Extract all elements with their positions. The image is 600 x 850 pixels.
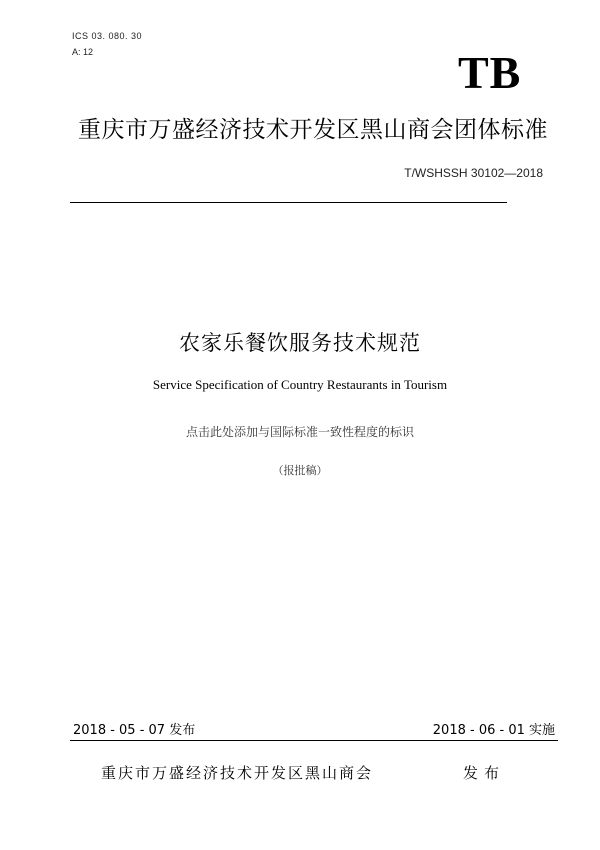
standard-number: T/WSHSSH 30102—2018	[404, 166, 543, 180]
draft-status-note: （报批稿）	[272, 464, 328, 477]
consistency-note: 点击此处添加与国际标准一致性程度的标识	[185, 425, 414, 439]
publisher-name: 重庆市万盛经济技术开发区黑山商会	[101, 764, 374, 782]
bottom-divider	[70, 740, 558, 741]
document-subtitle-english: Service Specification of Country Restaurants in Tourism	[152, 377, 448, 392]
issue-date: 2018 - 05 - 07 发布	[73, 723, 196, 738]
ics-code: ICS 03. 080. 30	[72, 31, 143, 41]
implementation-date: 2018 - 06 - 01 实施	[432, 723, 555, 738]
top-divider	[70, 202, 507, 203]
standard-mark: TB	[458, 47, 522, 98]
organization-title: 重庆市万盛经济技术开发区黑山商会团体标准	[78, 117, 548, 143]
ccs-code: A: 12	[72, 47, 94, 57]
document-title: 农家乐餐饮服务技术规范	[179, 331, 421, 355]
publish-label: 发布	[463, 764, 506, 782]
